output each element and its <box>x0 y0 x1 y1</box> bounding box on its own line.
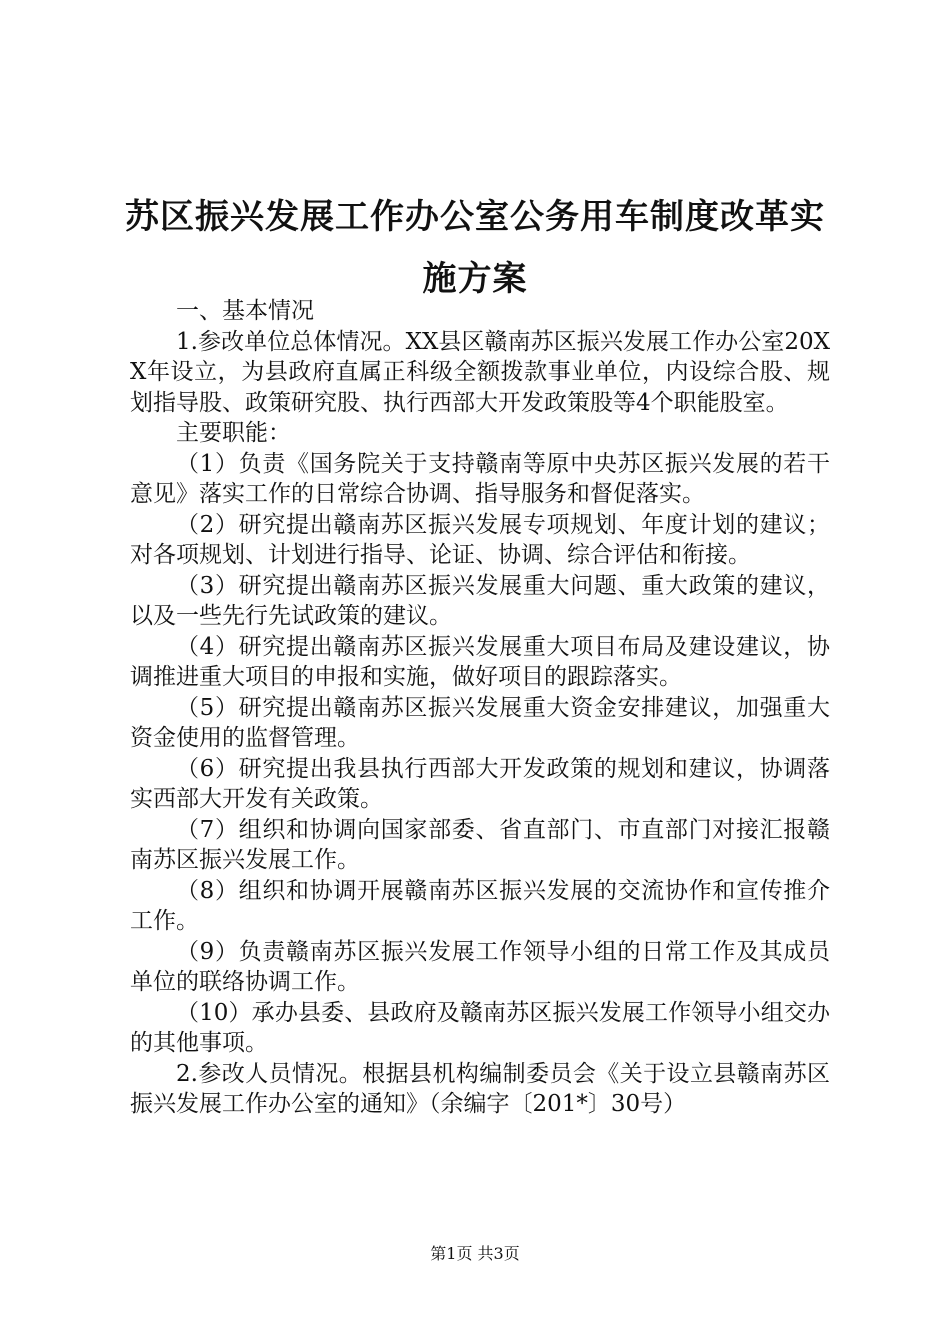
document-title: 苏区振兴发展工作办公室公务用车制度改革实施方案 <box>125 197 825 299</box>
duty-item-3: （3）研究提出赣南苏区振兴发展重大问题、重大政策的建议，以及一些先行先试政策的建议。 <box>130 572 830 629</box>
paragraph-main-duties-label: 主要职能： <box>176 420 291 446</box>
paragraph-unit-overview: 1.参改单位总体情况。XX县区赣南苏区振兴发展工作办公室20XX年设立，为县政府直属正科级全额拨款事业单位，内设综合股、规划指导股、政策研究股、执行西部大开发政策股等4个职能股室。 <box>130 328 830 416</box>
section-heading-basic-info: 一、基本情况 <box>176 298 314 324</box>
paragraph-personnel-overview: 2.参改人员情况。根据县机构编制委员会《关于设立县赣南苏区振兴发展工作办公室的通知》（余编字〔201*〕30号） <box>130 1060 830 1117</box>
document-body <box>130 296 830 1120</box>
duty-item-2: （2）研究提出赣南苏区振兴发展专项规划、年度计划的建议；对各项规划、计划进行指导、论证、协调、综合评估和衔接。 <box>130 511 830 568</box>
duty-item-4: （4）研究提出赣南苏区振兴发展重大项目布局及建设建议，协调推进重大项目的申报和实施，做好项目的跟踪落实。 <box>130 633 830 690</box>
page-footer: 第1页 共3页 <box>430 1244 520 1263</box>
duty-item-6: （6）研究提出我县执行西部大开发政策的规划和建议，协调落实西部大开发有关政策。 <box>130 755 830 812</box>
duty-item-1: （1）负责《国务院关于支持赣南等原中央苏区振兴发展的若干意见》落实工作的日常综合协调、指导服务和督促落实。 <box>130 450 830 507</box>
duty-item-5: （5）研究提出赣南苏区振兴发展重大资金安排建议，加强重大资金使用的监督管理。 <box>130 694 830 751</box>
duty-item-7: （7）组织和协调向国家部委、省直部门、市直部门对接汇报赣南苏区振兴发展工作。 <box>130 816 830 873</box>
duty-item-10: （10）承办县委、县政府及赣南苏区振兴发展工作领导小组交办的其他事项。 <box>130 999 830 1056</box>
duty-item-8: （8）组织和协调开展赣南苏区振兴发展的交流协作和宣传推介工作。 <box>130 877 830 934</box>
duty-item-9: （9）负责赣南苏区振兴发展工作领导小组的日常工作及其成员单位的联络协调工作。 <box>130 938 830 995</box>
